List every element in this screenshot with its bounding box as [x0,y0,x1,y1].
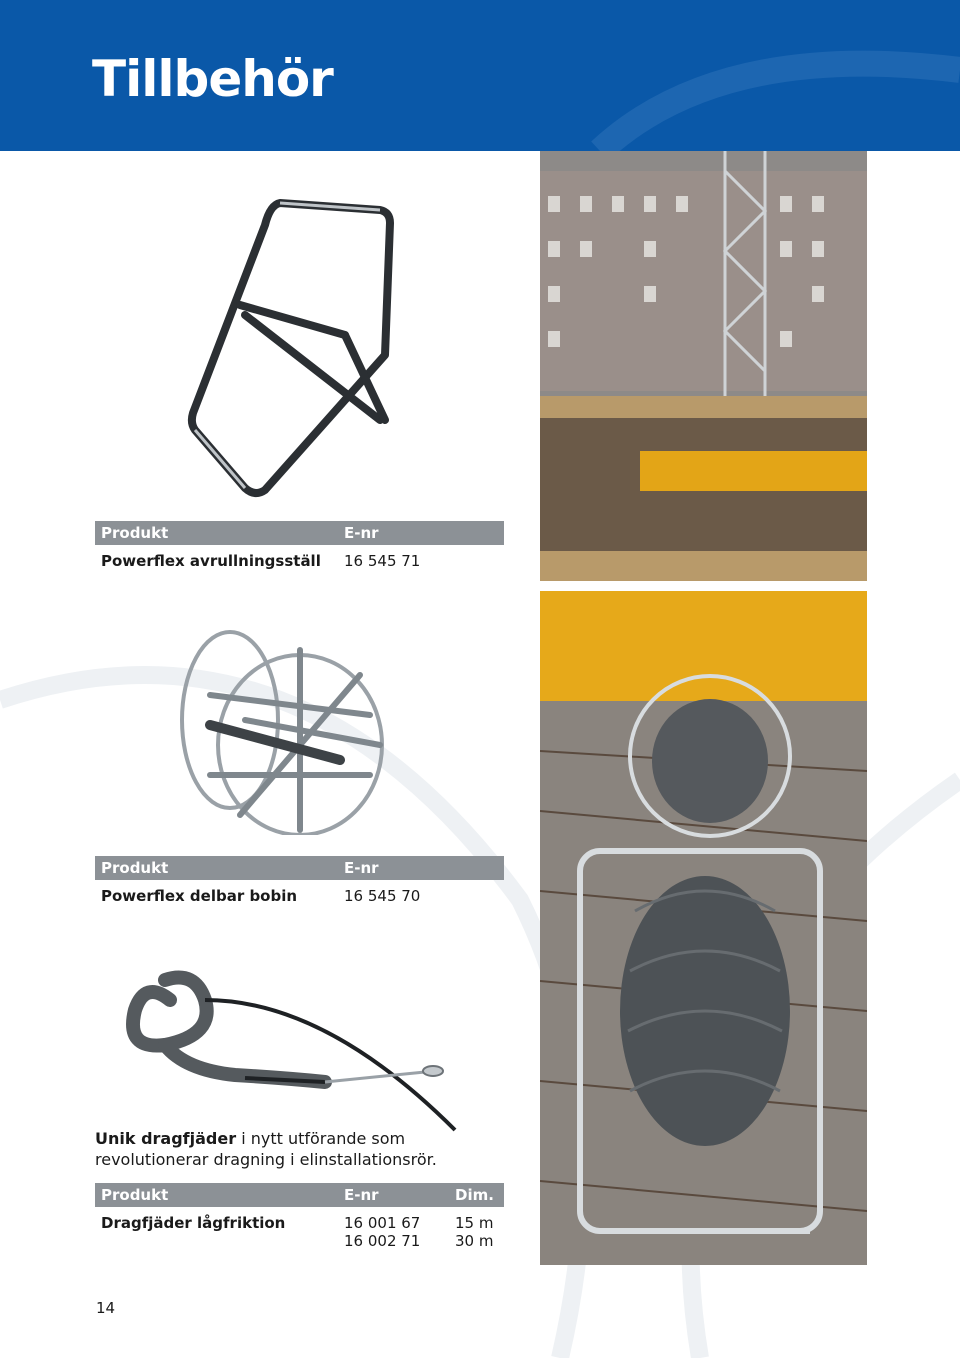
product-enr: 16 002 71 [344,1232,421,1250]
product-table-reel [95,856,504,906]
product-enr: 16 001 67 [344,1214,421,1232]
product-name: Dragfjäder lågfriktion [101,1214,286,1232]
description-highlight: Unik dragfjäder [95,1129,237,1148]
product-dim: 15 m [455,1214,494,1232]
description-text-line2: revolutionerar dragning i elinstallationsrör. [95,1150,437,1169]
column-header-enr: E-nr [344,524,379,542]
page-header [0,0,960,151]
table-row [95,884,504,906]
column-header-product: Produkt [101,1186,169,1204]
table-row [95,1211,504,1232]
column-header-product: Produkt [101,524,169,542]
product-enr: 16 545 71 [344,552,421,570]
product-table-stand [95,521,504,571]
product-table-spring [95,1183,504,1249]
product-name: Powerflex avrullningsställ [101,552,321,570]
product-dim: 30 m [455,1232,494,1250]
construction-site-photo [540,151,867,1265]
page-number: 14 [96,1299,116,1317]
table-header [95,521,504,545]
column-header-product: Produkt [101,859,169,877]
column-header-enr: E-nr [344,1186,379,1204]
column-header-enr: E-nr [344,859,379,877]
page-title: Tillbehör [92,50,333,108]
description-text: i nytt utförande som [236,1129,406,1148]
split-reel-image [170,625,390,835]
product-name: Powerflex delbar bobin [101,887,298,905]
table-row [95,549,504,571]
unwinding-stand-image [185,195,395,500]
product-description [95,1128,437,1170]
table-header [95,1183,504,1207]
column-header-dim: Dim. [455,1186,494,1204]
product-enr: 16 545 70 [344,887,421,905]
table-header [95,856,504,880]
draw-spring-image [125,960,460,1135]
table-row [95,1229,504,1249]
